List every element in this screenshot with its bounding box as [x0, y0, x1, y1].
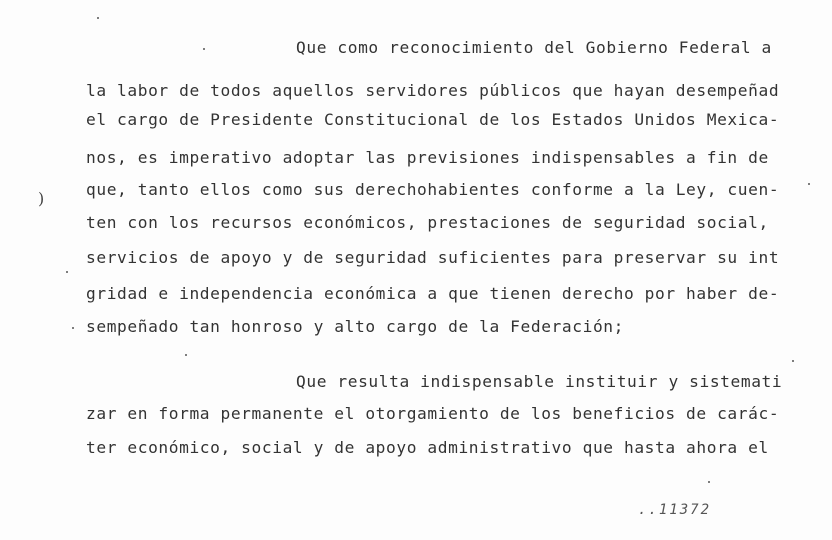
scan-speck: [97, 17, 99, 19]
text-line: el cargo de Presidente Constitucional de los Estados Unidos Mexica-: [86, 110, 780, 129]
text-line: que, tanto ellos como sus derechohabientes conforme a la Ley, cuen-: [86, 180, 780, 199]
scan-speck: [66, 271, 68, 273]
text-line: Que como reconocimiento del Gobierno Federal a: [296, 38, 772, 57]
text-line: nos, es imperativo adoptar las previsiones indispensables a fin de: [86, 148, 769, 167]
text-line: Que resulta indispensable instituir y sistemati: [296, 372, 783, 391]
text-line: zar en forma permanente el otorgamiento de los beneficios de carác-: [86, 404, 780, 423]
text-line: la labor de todos aquellos servidores públicos que hayan desempeñad: [86, 81, 780, 100]
text-line: servicios de apoyo y de seguridad suficientes para preservar su int: [86, 248, 780, 267]
scan-speck: [72, 327, 74, 329]
scan-speck: [792, 360, 794, 362]
scan-speck: [708, 481, 710, 483]
margin-mark: ): [38, 189, 45, 208]
scan-speck: [203, 48, 205, 50]
page-folio: ..11372: [638, 502, 712, 518]
text-line: gridad e independencia económica a que tienen derecho por haber de-: [86, 284, 780, 303]
text-line: ten con los recursos económicos, prestaciones de seguridad social,: [86, 213, 769, 232]
text-line: sempeñado tan honroso y alto cargo de la Federación;: [86, 317, 624, 336]
scan-speck: [808, 183, 810, 185]
scan-speck: [185, 354, 187, 356]
text-line: ter económico, social y de apoyo administrativo que hasta ahora el: [86, 438, 769, 457]
